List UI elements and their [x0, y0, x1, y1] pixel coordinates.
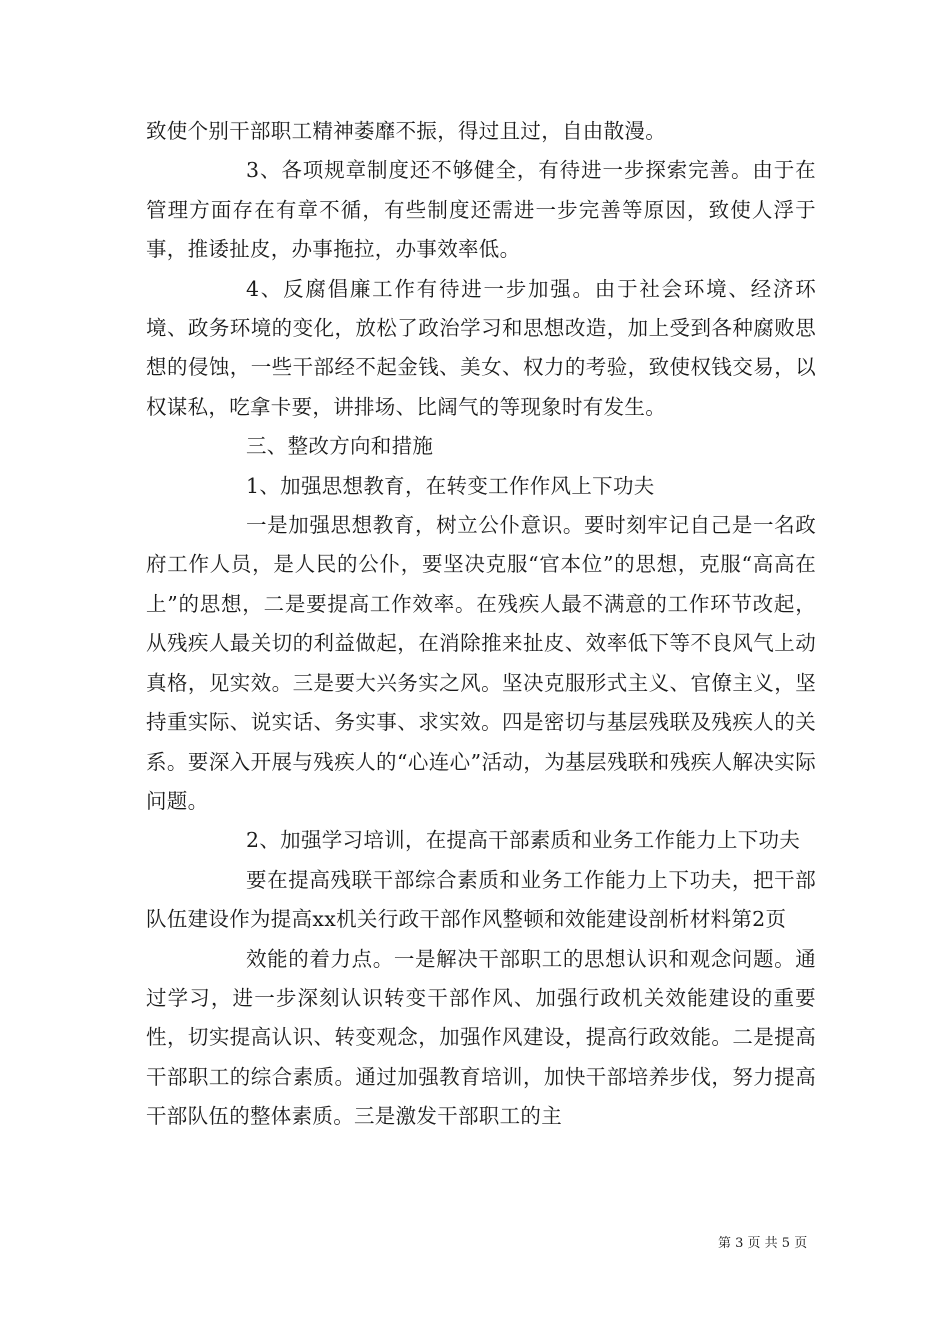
- page-number-footer: 第 3 页 共 5 页: [718, 1236, 808, 1251]
- subheading-2: 2、加强学习培训，在提高干部素质和业务工作能力上下功夫: [246, 828, 801, 853]
- section-heading: 三、整改方向和措施: [246, 434, 434, 459]
- subheading-1: 1、加强思想教育，在转变工作作风上下功夫: [246, 473, 655, 498]
- paragraph-3: 4、反腐倡廉工作有待进一步加强。由于社会环境、经济环境、政务环境的变化，放松了政治学习和思想改造，加上受到各种腐败思想的侵蚀，一些干部经不起金钱、美女、权力的考验，致使权钱交易，以权谋私，吃拿卡要，讲排场、比阔气的等现象时有发生。: [146, 276, 816, 419]
- paragraph-5: 要在提高残联干部综合素质和业务工作能力上下功夫，把干部队伍建设作为提高xx机关行政干部作风整顿和效能建设剖析材料第2页: [146, 867, 816, 932]
- paragraph-4: 一是加强思想教育，树立公仆意识。要时刻牢记自己是一名政府工作人员，是人民的公仆，要坚决克服“官本位”的思想，克服“高高在上”的思想，二是要提高工作效率。在残疾人最不满意的工作环节改起，从残疾人最关切的利益做起，在消除推来扯皮、效率低下等不良风气上动真格，见实效。三是要大兴务实之风。坚决克服形式主义、官僚主义，坚持重实际、说实话、务实事、求实效。四是密切与基层残联及残疾人的关系。要深入开展与残疾人的“心连心”活动，为基层残联和残疾人解决实际问题。: [146, 513, 816, 813]
- paragraph-1: 致使个别干部职工精神萎靡不振，得过且过，自由散漫。: [146, 119, 666, 143]
- paragraph-2: 3、各项规章制度还不够健全，有待进一步探索完善。由于在管理方面存在有章不循，有些制度还需进一步完善等原因，致使人浮于事，推诿扯皮，办事拖拉，办事效率低。: [146, 158, 816, 262]
- paragraph-6: 效能的着力点。一是解决干部职工的思想认识和观念问题。通过学习，进一步深刻认识转变干部作风、加强行政机关效能建设的重要性，切实提高认识、转变观念，加强作风建设，提高行政效能。二是提高干部职工的综合素质。通过加强教育培训，加快干部培养步伐，努力提高干部队伍的整体素质。三是激发干部职工的主: [146, 946, 816, 1129]
- document-body: [146, 112, 816, 1137]
